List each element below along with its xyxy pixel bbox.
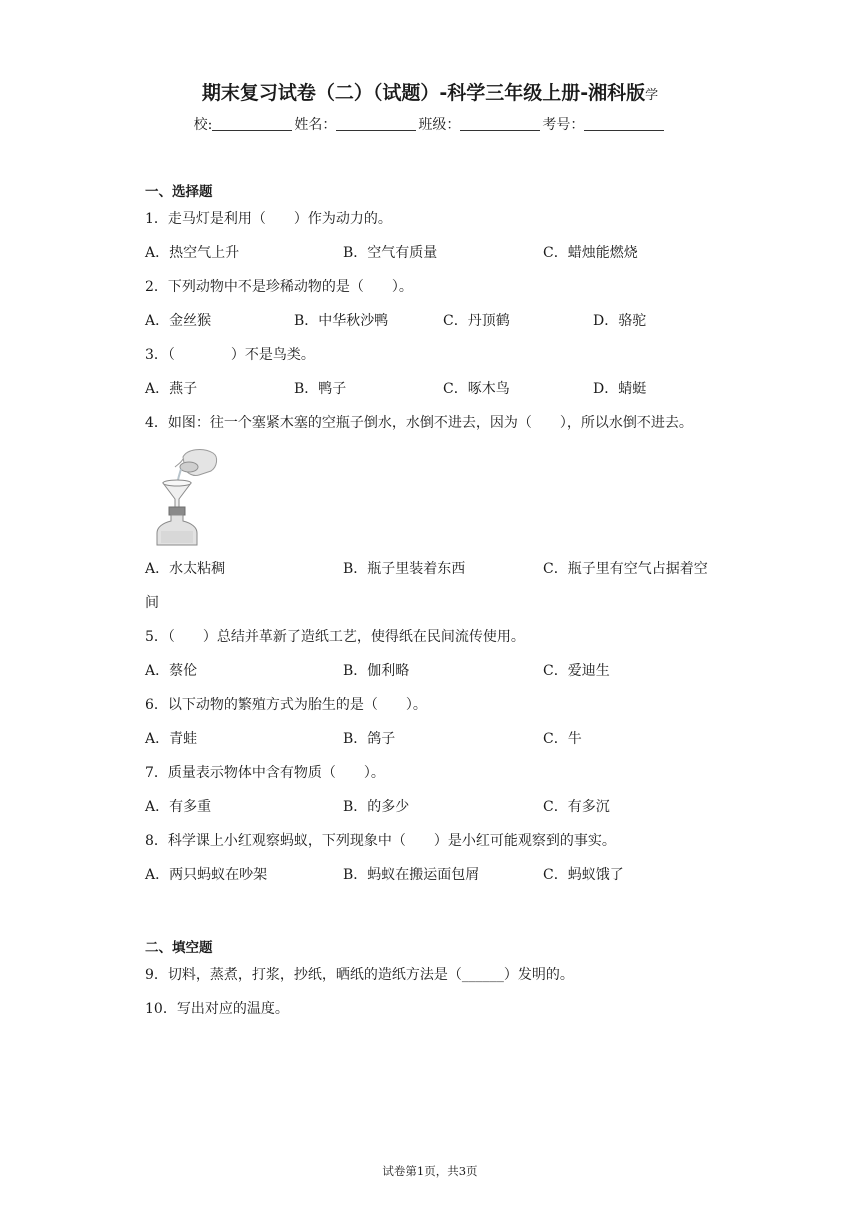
question-4: 4．如图：往一个塞紧木塞的空瓶子倒水，水倒不进去，因为（ ），所以水倒不进去。	[145, 415, 693, 431]
question-2-option-b: B．中华秋沙鸭	[294, 313, 389, 329]
question-1-option-a: A．热空气上升	[145, 245, 240, 261]
bottle-icon	[157, 507, 197, 545]
class-label: 班级：	[418, 117, 461, 133]
question-5-option-a: A．蔡伦	[145, 663, 198, 679]
exam-title-text: 期末复习试卷（二）（试题）-科学三年级上册-湘科版	[201, 82, 646, 104]
name-blank[interactable]	[336, 116, 416, 131]
question-7-option-a: A．有多重	[145, 799, 212, 815]
question-2-option-c: C．丹顶鹤	[443, 313, 510, 329]
question-9: 9．切料，蒸煮，打浆，抄纸，晒纸的造纸方法是（______）发明的。	[145, 967, 574, 983]
student-info-line	[0, 114, 860, 134]
question-3-option-c: C．啄木鸟	[443, 381, 510, 397]
page-footer: 试卷第1页，共3页	[382, 1164, 478, 1178]
question-8: 8．科学课上小红观察蚂蚁，下列现象中（ ）是小红可能观察到的事实。	[145, 833, 616, 849]
exam-title	[0, 78, 860, 105]
school-blank[interactable]	[212, 116, 292, 131]
question-2: 2．下列动物中不是珍稀动物的是（ ）。	[145, 279, 413, 295]
question-4-option-a: A．水太粘稠	[145, 561, 226, 577]
question-5-option-b: B．伽利略	[343, 663, 410, 679]
question-6-option-b: B．鸽子	[343, 731, 396, 747]
question-7-option-c: C．有多沉	[543, 799, 610, 815]
question-7: 7．质量表示物体中含有物质（ ）。	[145, 765, 385, 781]
question-3: 3．（ ）不是鸟类。	[145, 347, 315, 363]
section-heading-fill-blank: 二、填空题	[145, 940, 213, 956]
question-5: 5．（ ）总结并革新了造纸工艺，使得纸在民间流传使用。	[145, 629, 525, 645]
exam-no-label: 考号：	[542, 117, 585, 133]
section-heading-choice: 一、选择题	[145, 184, 213, 200]
question-4-option-c: C．瓶子里有空气占据着空	[543, 561, 708, 577]
question-2-option-a: A．金丝猴	[145, 313, 212, 329]
question-6-option-a: A．青蛙	[145, 731, 198, 747]
question-8-option-a: A．两只蚂蚁在吵架	[145, 867, 268, 883]
school-label: 校:	[193, 117, 213, 133]
exam-no-blank[interactable]	[584, 116, 664, 131]
question-8-option-b: B．蚂蚁在搬运面包屑	[343, 867, 480, 883]
question-1: 1．走马灯是利用（ ）作为动力的。	[145, 211, 392, 227]
question-10: 10．写出对应的温度。	[145, 1001, 289, 1017]
question-8-option-c: C．蚂蚁饿了	[543, 867, 624, 883]
exam-title-suffix: 学	[645, 88, 659, 103]
class-blank[interactable]	[460, 116, 540, 131]
question-4-option-c-wrap: 间	[145, 595, 159, 611]
bottle-funnel-illustration	[153, 447, 223, 547]
funnel-icon	[163, 480, 191, 509]
question-5-option-c: C．爱迪生	[543, 663, 610, 679]
question-3-option-a: A．燕子	[145, 381, 198, 397]
question-3-option-b: B．鸭子	[294, 381, 347, 397]
question-6-option-c: C．牛	[543, 731, 582, 747]
question-4-option-b: B．瓶子里装着东西	[343, 561, 466, 577]
question-1-option-c: C．蜡烛能燃烧	[543, 245, 638, 261]
question-1-option-b: B．空气有质量	[343, 245, 438, 261]
question-3-option-d: D．蜻蜓	[593, 381, 647, 397]
question-7-option-b: B．的多少	[343, 799, 410, 815]
question-6: 6．以下动物的繁殖方式为胎生的是（ ）。	[145, 697, 427, 713]
name-label: 姓名：	[294, 117, 337, 133]
question-2-option-d: D．骆驼	[593, 313, 647, 329]
hand-icon	[175, 450, 217, 476]
